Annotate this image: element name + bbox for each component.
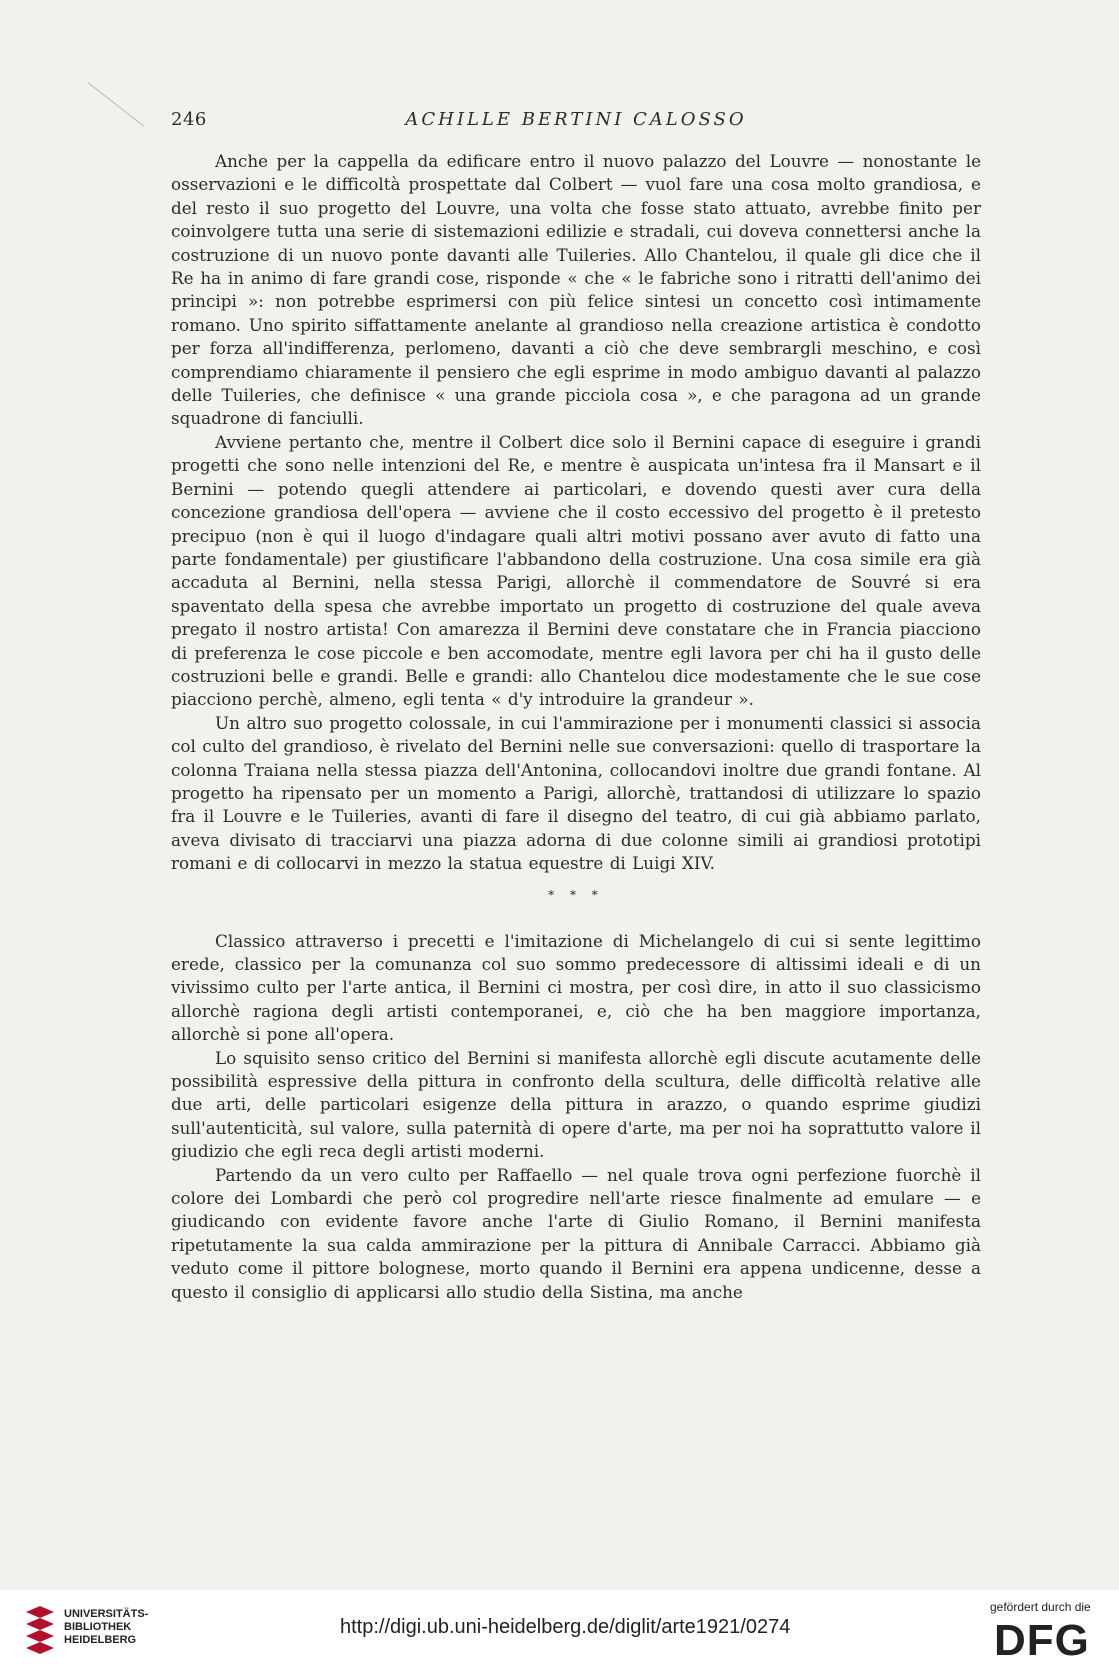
- library-name: [64, 1608, 148, 1647]
- section-break-asterism: * * *: [548, 887, 604, 902]
- paragraph: Classico attraverso i precetti e l'imitazione di Michelangelo di cui si sente legittimo erede, classico per la comunanza col suo sommo predecessore di altissimi ideali e di un vivissimo culto per l'arte antica, il Bernini ci mostra, per così dire, in atto il suo classicismo allorchè ragiona degli artisti contemporanei, e, ciò che ha ben maggiore importanza, allorchè si pone all'opera.: [171, 930, 981, 1045]
- permalink-url[interactable]: http://digi.ub.uni-heidelberg.de/diglit/arte1921/0274: [340, 1616, 791, 1638]
- library-name-line: BIBLIOTHEK: [64, 1621, 132, 1633]
- library-name-line: HEIDELBERG: [64, 1634, 137, 1646]
- page-number: 246: [171, 109, 207, 130]
- paragraph: Lo squisito senso critico del Bernini si manifesta allorchè egli discute acutamente delle possibilità espressive della pittura in confronto della scultura, delle difficoltà relative alle due arti, delle particolari esigenze della pittura in arazzo, o quando esprime giudizi sull'autenticità, sul valore, sulla paternità di opere d'arte, ma per noi ha soprattutto valore il giudizio che egli reca degli artisti moderni.: [171, 1047, 981, 1162]
- running-title: ACHILLE BERTINI CALOSSO: [405, 109, 747, 130]
- body-text: [171, 150, 981, 1304]
- university-library-logo-icon: [22, 1604, 58, 1656]
- footer-bar: [0, 1590, 1119, 1673]
- scan-corner-mark: [87, 82, 144, 127]
- paragraph: Avviene pertanto che, mentre il Colbert dice solo il Bernini capace di eseguire i grandi progetti che sono nelle intenzioni del Re, e mentre è auspicata un'intesa fra il Mansart e il Bernini — potendo quegli attendere ai particolari, e dovendo questi aver cura della concezione grandiosa dell'opera — avviene che il costo eccessivo del progetto è il pretesto precipuo (non è qui il luogo d'indagare quali altri motivi possano aver avuto di fatto una parte fondamentale) per giustificare l'abbandono della costruzione. Una cosa simile era già accaduta al Bernini, nella stessa Parigi, allorchè il commendatore de Souvré si era spaventato della spesa che avrebbe importato un progetto di costruzione del quale aveva pregato il nostro artista! Con amarezza il Bernini deve constatare che in Francia piacciono di preferenza le cose piccole e ben accomodate, mentre egli lavora per chi ha il gusto delle costruzioni belle e grandi. Belle e grandi: allo Chantelou dice modestamente che le sue cose piacciono perchè, almeno, egli tenta « d'y introduire la grandeur ».: [171, 431, 981, 710]
- funded-by-label: gefördert durch die: [990, 1600, 1091, 1614]
- paragraph: Un altro suo progetto colossale, in cui l'ammirazione per i monumenti classici si associa col culto del grandioso, è rivelato del Bernini nelle sue conversazioni: quello di trasportare la colonna Traiana nella stessa piazza dell'Antonina, collocandovi inoltre due grandi fontane. Al progetto ha ripensato per un momento a Parigi, allorchè, trattandosi di utilizzare lo spazio fra il Louvre e le Tuileries, avanti di fare il disegno del teatro, di cui già abbiamo parlato, aveva divisato di tracciarvi una piazza adorna di due colonne simili ai grandiosi prototipi romani e di collocarvi in mezzo la statua equestre di Luigi XIV.: [171, 712, 981, 874]
- paragraph: Partendo da un vero culto per Raffaello — nel quale trova ogni perfezione fuorchè il colore dei Lombardi che però col progredire nell'arte riesce finalmente ad emulare — e giudicando con evidente favore anche l'arte di Giulio Romano, il Bernini manifesta ripetutamente la sua calda ammirazione per la pittura di Annibale Carracci. Abbiamo già veduto come il pittore bolognese, morto quando il Bernini era appena undicenne, desse a questo il consiglio di applicarsi allo studio della Sistina, ma anche: [171, 1164, 981, 1302]
- running-head: [171, 109, 981, 137]
- library-name-line: UNIVERSITÄTS-: [64, 1608, 149, 1620]
- dfg-logo-icon: DFG: [994, 1616, 1090, 1665]
- paragraph: Anche per la cappella da edificare entro il nuovo palazzo del Louvre — nonostante le osservazioni e le difficoltà prospettate dal Colbert — vuol fare una cosa molto grandiosa, e del resto il suo progetto del Louvre, una volta che fosse stato attuato, avrebbe finito per coinvolgere tutta una serie di sistemazioni edilizie e stradali, cui doveva connettersi anche la costruzione di un nuovo ponte davanti alle Tuileries. Allo Chantelou, il quale gli dice che il Re ha in animo di fare grandi cose, risponde « che « le fabriche sono i ritratti dell'animo dei principi »: non potrebbe esprimersi con più felice sintesi un concetto così intimamente romano. Uno spirito siffattamente anelante al grandioso nella creazione artistica è condotto per forza all'indifferenza, perlomeno, davanti a ciò che deve sembrargli meschino, e così comprendiamo chiaramente il pensiero che egli esprime in modo ambiguo davanti al palazzo delle Tuileries, che definisce « una grande picciola cosa », e che paragona ad un grande squadrone di fanciulli.: [171, 151, 981, 429]
